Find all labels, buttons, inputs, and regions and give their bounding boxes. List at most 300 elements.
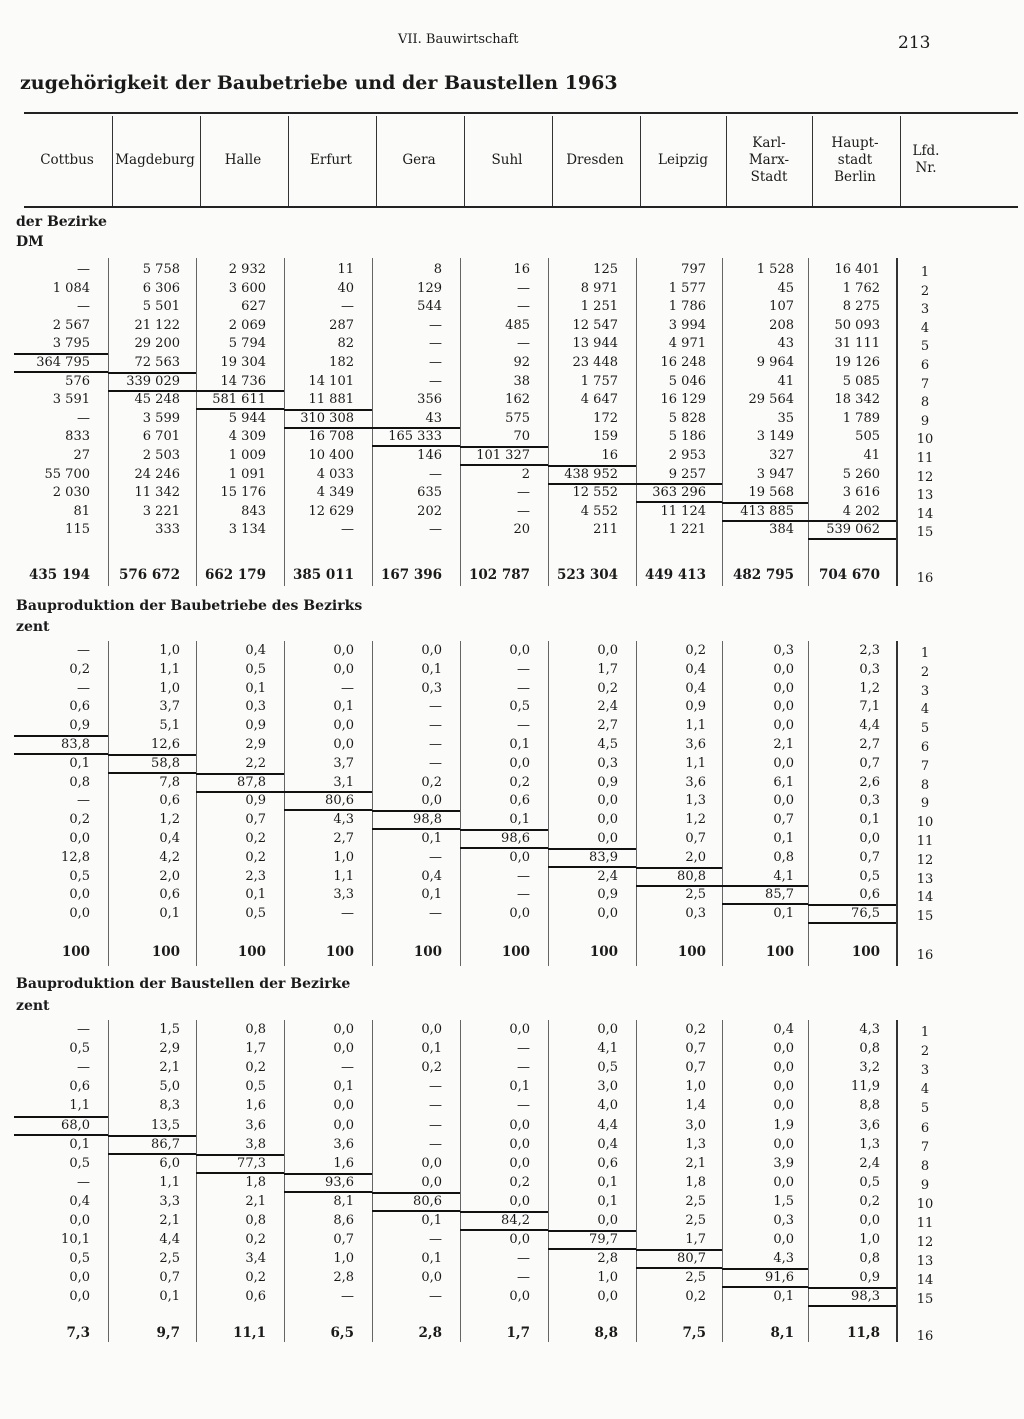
table-cell: —: [517, 1270, 530, 1286]
table-cell: 21 122: [134, 317, 180, 333]
highlight-box-top: [14, 1116, 108, 1118]
table-cell: 0,9: [859, 1270, 880, 1286]
table-cell: 1 762: [842, 280, 880, 296]
table-cell: 16 248: [660, 355, 706, 370]
row-number: 12: [916, 469, 934, 485]
header-column-divider: [812, 116, 813, 206]
table-cell: 2,4: [597, 699, 618, 715]
table-cell: 11 342: [134, 485, 180, 501]
highlight-box-top: [372, 1192, 460, 1194]
highlight-box-bottom: [196, 791, 284, 793]
total-cell: 100: [677, 944, 706, 960]
highlight-box-top: [722, 1268, 808, 1270]
table-cell: 2 030: [52, 485, 90, 501]
table-cell: 20: [513, 522, 530, 538]
header-top-rule: [24, 112, 1018, 114]
table-cell: 0,0: [597, 831, 618, 846]
table-cell: 0,1: [509, 737, 530, 752]
header-column-divider: [552, 116, 553, 206]
table-cell: 0,4: [685, 661, 706, 677]
table-cell: 3,6: [245, 1117, 266, 1133]
table-cell: 576: [65, 373, 90, 389]
table-cell: —: [429, 373, 442, 389]
row-number: 13: [916, 1254, 934, 1270]
table-cell: 1,2: [859, 680, 880, 696]
row-number: 15: [916, 1292, 934, 1308]
table-cell: 1,1: [333, 868, 354, 884]
table-cell: 5 260: [842, 466, 880, 482]
table-cell: 0,0: [773, 1136, 794, 1152]
table-cell: 172: [593, 410, 618, 426]
row-number: 3: [920, 683, 930, 699]
table-cell: 77,3: [237, 1155, 266, 1171]
table-cell: 1,0: [685, 1079, 706, 1095]
table-cell: 4,5: [597, 737, 618, 752]
table-cell: 0,7: [685, 1060, 706, 1076]
header-column-divider: [288, 116, 289, 206]
table-cell: 35: [777, 410, 794, 426]
table-cell: 2,3: [245, 868, 266, 884]
row-number: 2: [920, 283, 930, 299]
highlight-box-top: [284, 1173, 372, 1175]
table-cell: 0,0: [333, 718, 354, 734]
page-number: 213: [898, 33, 931, 53]
highlight-box-top: [196, 1154, 284, 1156]
table-cell: 4 971: [668, 336, 706, 352]
table-cell: —: [429, 355, 442, 370]
total-cell: 385 011: [292, 567, 354, 583]
highlight-box-top: [372, 810, 460, 812]
table-cell: 86,7: [151, 1136, 180, 1152]
total-cell: 100: [151, 944, 180, 960]
section-title: der Bezirke: [16, 214, 107, 230]
table-cell: 2,7: [597, 718, 618, 734]
header-column-divider: [726, 116, 727, 206]
table-cell: 0,1: [421, 1213, 442, 1228]
table-cell: 0,0: [509, 1193, 530, 1209]
row-number: 11: [916, 834, 934, 849]
table-cell: 1,6: [333, 1155, 354, 1171]
table-cell: 0,6: [159, 793, 180, 809]
total-cell: 100: [589, 944, 618, 960]
table-cell: 0,1: [773, 1289, 794, 1305]
table-cell: 581 611: [212, 392, 266, 408]
table-cell: 31 111: [834, 336, 880, 352]
table-cell: 211: [593, 522, 618, 538]
column-header: Gera: [402, 151, 436, 168]
table-cell: 3,3: [159, 1193, 180, 1209]
table-cell: 23 448: [572, 355, 618, 370]
table-cell: 93,6: [325, 1174, 354, 1190]
table-cell: 2,3: [859, 643, 880, 658]
table-cell: 0,6: [69, 1079, 90, 1095]
table-cell: 43: [425, 410, 442, 426]
table-cell: 0,5: [597, 1060, 618, 1076]
table-cell: 72 563: [134, 355, 180, 370]
table-cell: 0,2: [859, 1193, 880, 1209]
table-cell: 0,0: [773, 1079, 794, 1095]
table-cell: 0,1: [421, 1041, 442, 1057]
table-cell: 0,5: [69, 868, 90, 884]
table-cell: 310 308: [300, 410, 354, 426]
row-number: 8: [920, 1158, 930, 1174]
header-column-divider: [200, 116, 201, 206]
table-cell: —: [429, 699, 442, 715]
table-cell: 575: [505, 410, 530, 426]
table-cell: 5,1: [159, 718, 180, 734]
table-cell: —: [341, 1060, 354, 1076]
table-cell: 0,2: [685, 643, 706, 658]
table-cell: 0,0: [333, 643, 354, 658]
table-cell: 4 552: [580, 503, 618, 519]
table-cell: —: [341, 299, 354, 315]
table-cell: —: [429, 1136, 442, 1152]
table-cell: 0,5: [69, 1155, 90, 1171]
column-header: Leipzig: [658, 151, 708, 168]
row-number: 4: [920, 320, 930, 336]
table-cell: —: [429, 1098, 442, 1114]
table-cell: —: [429, 466, 442, 482]
table-cell: 505: [855, 429, 880, 445]
table-cell: 0,1: [597, 1193, 618, 1209]
table-cell: 0,3: [773, 1213, 794, 1228]
table-cell: 3,6: [685, 737, 706, 752]
table-cell: 1,3: [859, 1136, 880, 1152]
section-unit: zent: [16, 998, 50, 1014]
table-cell: 0,4: [245, 643, 266, 658]
total-cell: 7,5: [682, 1325, 706, 1341]
table-cell: 0,1: [333, 1079, 354, 1095]
table-cell: —: [77, 680, 90, 696]
total-cell: 8,8: [594, 1325, 618, 1341]
highlight-box-top: [196, 773, 284, 775]
highlight-box-top: [808, 1287, 896, 1289]
table-cell: 356: [417, 392, 442, 408]
table-cell: 0,0: [333, 1022, 354, 1037]
table-cell: 843: [241, 503, 266, 519]
row-number: 6: [920, 1120, 930, 1136]
total-cell: 523 304: [556, 567, 618, 583]
table-cell: 1,0: [597, 1270, 618, 1286]
header-column-divider: [900, 116, 901, 206]
table-cell: 0,2: [245, 849, 266, 865]
highlight-box-bottom: [284, 1191, 372, 1193]
highlight-box-bottom: [808, 1305, 896, 1307]
table-cell: 0,7: [859, 849, 880, 865]
table-cell: 0,4: [69, 1193, 90, 1209]
column-header: Suhl: [491, 151, 523, 168]
table-cell: 12,8: [61, 849, 90, 865]
table-cell: 0,0: [69, 831, 90, 846]
table-cell: 2,8: [333, 1270, 354, 1286]
table-cell: 8 971: [580, 280, 618, 296]
table-cell: 0,3: [773, 643, 794, 658]
highlight-box-top: [808, 520, 896, 522]
table-cell: 0,0: [597, 1213, 618, 1228]
table-cell: 5 944: [228, 410, 266, 426]
highlight-box-top: [722, 502, 808, 504]
table-cell: 82: [337, 336, 354, 352]
row-number: 3: [920, 302, 930, 318]
table-cell: 0,5: [245, 1079, 266, 1095]
table-cell: 11 124: [660, 503, 706, 519]
running-title: VII. Bauwirtschaft: [398, 32, 519, 47]
section-title: Bauproduktion der Baubetriebe des Bezirks: [16, 598, 363, 614]
table-cell: 0,8: [859, 1251, 880, 1267]
table-cell: 0,0: [509, 1155, 530, 1171]
highlight-box-top: [460, 446, 548, 448]
table-cell: 8,1: [333, 1193, 354, 1209]
highlight-box-top: [808, 904, 896, 906]
table-cell: 0,4: [421, 868, 442, 884]
table-cell: 5 758: [142, 262, 180, 277]
row-number: 13: [916, 871, 934, 887]
column-header-lfd: Lfd. Nr.: [912, 143, 940, 176]
total-cell: 9,7: [156, 1325, 180, 1341]
table-cell: 0,4: [685, 680, 706, 696]
table-cell: 0,5: [859, 1174, 880, 1190]
table-cell: —: [429, 317, 442, 333]
table-cell: 4,4: [159, 1232, 180, 1248]
table-cell: 3,6: [685, 774, 706, 790]
table-cell: 4,4: [597, 1117, 618, 1133]
table-cell: 1,1: [685, 718, 706, 734]
table-cell: 0,0: [773, 1041, 794, 1057]
table-cell: 0,2: [69, 812, 90, 828]
table-cell: 3 221: [142, 503, 180, 519]
table-cell: 80,7: [677, 1251, 706, 1267]
table-cell: —: [429, 906, 442, 922]
table-cell: 1,3: [685, 793, 706, 809]
table-cell: 0,0: [509, 1232, 530, 1248]
table-cell: —: [517, 1060, 530, 1076]
table-cell: 0,8: [773, 849, 794, 865]
lfd-divider: [896, 641, 898, 966]
table-cell: 27: [73, 448, 90, 463]
table-cell: 5,0: [159, 1079, 180, 1095]
table-cell: 41: [777, 373, 794, 389]
row-number: 1: [920, 646, 930, 661]
table-cell: 107: [769, 299, 794, 315]
table-cell: 85,7: [765, 887, 794, 903]
table-cell: 3 795: [52, 336, 90, 352]
table-cell: 115: [65, 522, 90, 538]
table-cell: 4 349: [316, 485, 354, 501]
table-cell: 0,0: [421, 793, 442, 809]
table-cell: 0,0: [509, 1022, 530, 1037]
total-cell: 576 672: [118, 567, 180, 583]
table-cell: 0,0: [333, 661, 354, 677]
total-cell: 7,3: [66, 1325, 90, 1341]
table-cell: 1,9: [773, 1117, 794, 1133]
section-title: Bauproduktion der Baustellen der Bezirke: [16, 976, 351, 992]
table-cell: 0,1: [245, 887, 266, 903]
highlight-box-bottom: [808, 538, 896, 540]
table-cell: 29 564: [748, 392, 794, 408]
table-cell: 16 708: [308, 429, 354, 445]
table-cell: 83,8: [61, 737, 90, 752]
row-number: 2: [920, 664, 930, 680]
highlight-box-bottom: [636, 885, 722, 887]
table-cell: —: [429, 755, 442, 771]
table-cell: 18 342: [834, 392, 880, 408]
row-number: 1: [920, 265, 930, 280]
table-cell: 0,7: [859, 755, 880, 771]
table-cell: —: [429, 849, 442, 865]
table-cell: 0,0: [421, 643, 442, 658]
table-cell: 0,3: [421, 680, 442, 696]
table-cell: 1,0: [333, 849, 354, 865]
table-cell: 3,3: [333, 887, 354, 903]
table-cell: 2,5: [685, 1213, 706, 1228]
table-cell: 0,1: [159, 906, 180, 922]
table-cell: 1 084: [52, 280, 90, 296]
table-cell: 3,0: [685, 1117, 706, 1133]
table-cell: 0,1: [773, 831, 794, 846]
table-cell: 0,2: [245, 1270, 266, 1286]
table-cell: 0,7: [685, 1041, 706, 1057]
table-cell: 1 789: [842, 410, 880, 426]
table-cell: —: [517, 887, 530, 903]
table-cell: 0,7: [333, 1232, 354, 1248]
total-cell: 102 787: [468, 567, 530, 583]
table-cell: 3,6: [859, 1117, 880, 1133]
table-cell: —: [77, 643, 90, 658]
table-cell: 0,0: [421, 1270, 442, 1286]
table-cell: 0,6: [597, 1155, 618, 1171]
table-cell: 0,8: [245, 1022, 266, 1037]
table-cell: 1 221: [668, 522, 706, 538]
table-cell: 12 629: [308, 503, 354, 519]
highlight-box-bottom: [460, 847, 548, 849]
row-number: 7: [920, 758, 930, 774]
table-cell: 4 309: [228, 429, 266, 445]
table-cell: 0,0: [509, 755, 530, 771]
table-cell: 413 885: [740, 503, 794, 519]
table-cell: 0,0: [597, 1289, 618, 1305]
table-cell: 3,0: [597, 1079, 618, 1095]
table-cell: 3 600: [228, 280, 266, 296]
table-cell: 0,0: [421, 1022, 442, 1037]
table-cell: 6 306: [142, 280, 180, 296]
table-cell: 0,0: [509, 1117, 530, 1133]
table-cell: 0,0: [859, 831, 880, 846]
table-cell: 4,4: [859, 718, 880, 734]
table-cell: 0,1: [159, 1289, 180, 1305]
total-cell: 6,5: [330, 1325, 354, 1341]
highlight-box-bottom: [722, 903, 808, 905]
table-cell: 0,0: [333, 737, 354, 752]
column-header: Haupt- stadt Berlin: [831, 134, 879, 185]
table-cell: 8,3: [159, 1098, 180, 1114]
table-cell: 0,0: [509, 1289, 530, 1305]
table-cell: 3 947: [756, 466, 794, 482]
table-cell: 1,0: [159, 680, 180, 696]
table-cell: 1,2: [159, 812, 180, 828]
table-cell: —: [429, 1079, 442, 1095]
table-cell: 159: [593, 429, 618, 445]
row-number: 10: [916, 432, 934, 448]
highlight-box-top: [636, 1249, 722, 1251]
highlight-box-top: [196, 390, 284, 392]
table-title: zugehörigkeit der Baubetriebe und der Baustellen 1963: [20, 72, 618, 94]
table-cell: 84,2: [501, 1213, 530, 1228]
table-cell: 1 577: [668, 280, 706, 296]
table-cell: 3,2: [859, 1060, 880, 1076]
table-cell: 1 786: [668, 299, 706, 315]
table-cell: 1,5: [773, 1193, 794, 1209]
table-cell: 0,0: [773, 718, 794, 734]
table-cell: 0,3: [245, 699, 266, 715]
table-cell: 0,0: [597, 643, 618, 658]
table-cell: 14 736: [220, 373, 266, 389]
table-cell: 16: [601, 448, 618, 463]
table-cell: —: [429, 1232, 442, 1248]
table-cell: 19 304: [220, 355, 266, 370]
table-cell: 129: [417, 280, 442, 296]
table-cell: 4,3: [859, 1022, 880, 1037]
table-cell: 162: [505, 392, 530, 408]
table-cell: 797: [681, 262, 706, 277]
table-cell: 3,4: [245, 1251, 266, 1267]
table-cell: —: [341, 1289, 354, 1305]
table-cell: 0,0: [597, 812, 618, 828]
table-cell: 0,5: [69, 1041, 90, 1057]
table-cell: 7,8: [159, 774, 180, 790]
row-number-total: 16: [916, 571, 934, 586]
table-cell: 0,0: [333, 1098, 354, 1114]
table-cell: 13 944: [572, 336, 618, 352]
table-cell: 2,8: [597, 1251, 618, 1267]
table-cell: 0,1: [333, 699, 354, 715]
total-cell: 704 670: [818, 567, 880, 583]
total-cell: 662 179: [204, 567, 266, 583]
table-cell: 80,6: [413, 1193, 442, 1209]
table-cell: 45: [777, 280, 794, 296]
table-cell: 12 552: [572, 485, 618, 501]
header-column-divider: [464, 116, 465, 206]
row-number: 10: [916, 1196, 934, 1212]
table-cell: —: [77, 1174, 90, 1190]
table-cell: 0,0: [773, 1174, 794, 1190]
table-cell: 0,1: [859, 812, 880, 828]
table-cell: 11 881: [308, 392, 354, 408]
table-cell: —: [341, 522, 354, 538]
table-cell: 4,0: [597, 1098, 618, 1114]
table-cell: 5 046: [668, 373, 706, 389]
table-cell: 0,5: [245, 906, 266, 922]
table-cell: 55 700: [44, 466, 90, 482]
table-cell: 14 101: [308, 373, 354, 389]
table-cell: 1,5: [159, 1022, 180, 1037]
table-cell: 16 129: [660, 392, 706, 408]
table-cell: 0,0: [773, 699, 794, 715]
table-cell: 1,7: [685, 1232, 706, 1248]
total-cell: 1,7: [506, 1325, 530, 1341]
total-cell: 100: [851, 944, 880, 960]
table-cell: 0,0: [509, 643, 530, 658]
table-cell: 98,3: [851, 1289, 880, 1305]
highlight-box-top: [14, 353, 108, 355]
table-cell: 0,5: [859, 868, 880, 884]
table-cell: 29 200: [134, 336, 180, 352]
table-cell: 0,0: [597, 1022, 618, 1037]
table-cell: 1,7: [597, 661, 618, 677]
table-cell: 2,1: [245, 1193, 266, 1209]
highlight-box-bottom: [808, 922, 896, 924]
table-cell: —: [429, 1117, 442, 1133]
table-cell: 363 296: [652, 485, 706, 501]
